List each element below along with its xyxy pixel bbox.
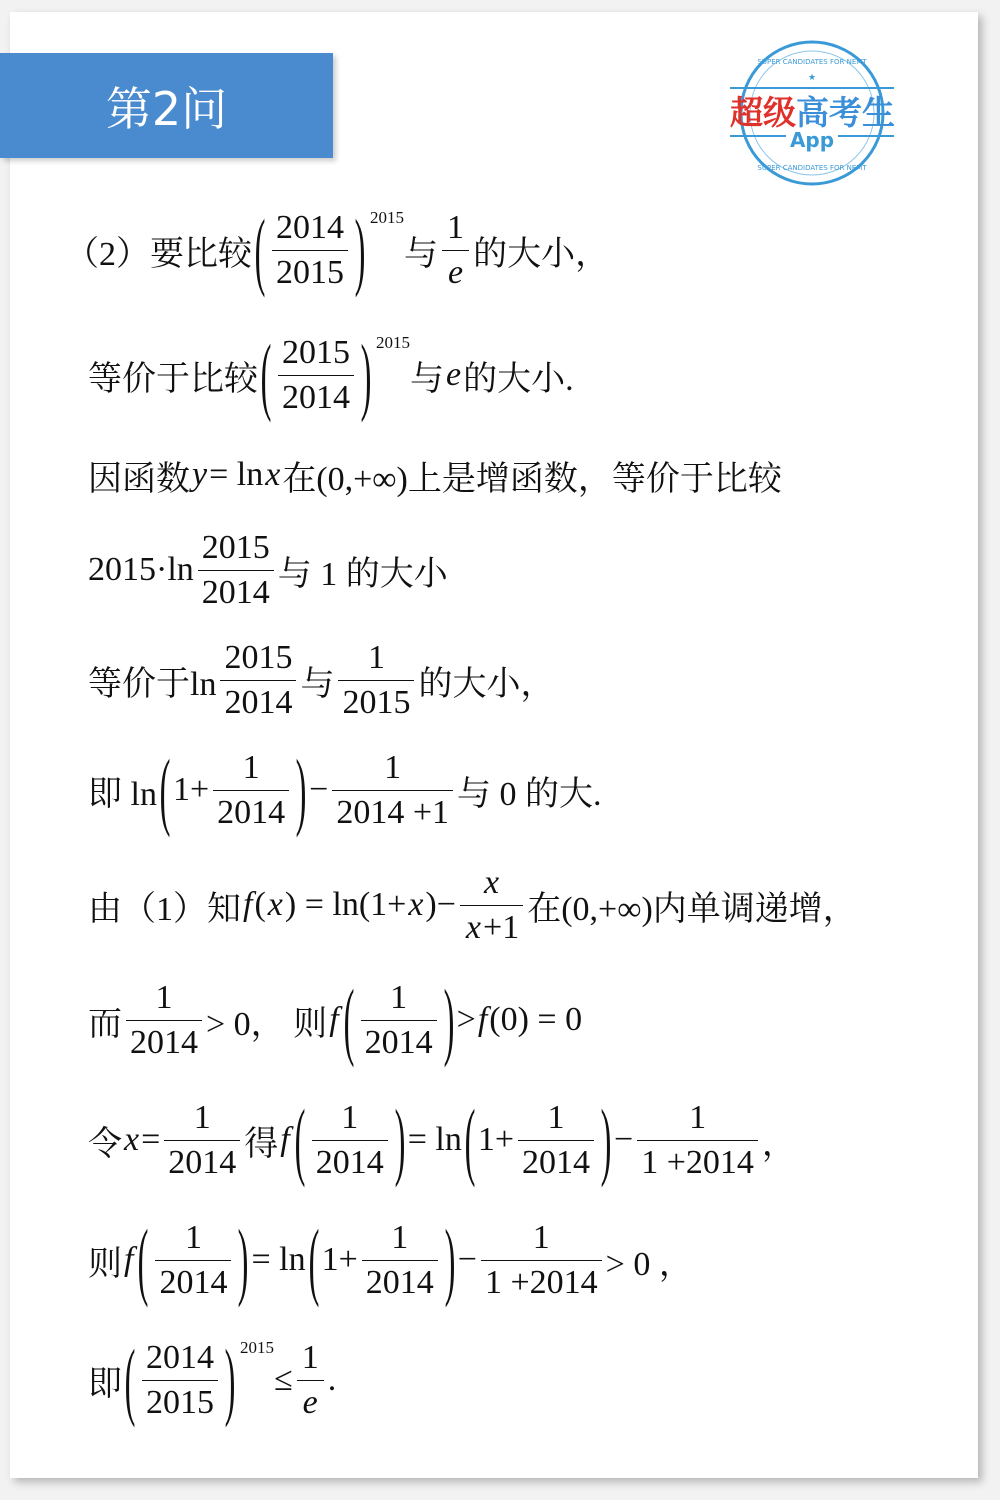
fraction bbox=[312, 1098, 388, 1181]
denominator bbox=[126, 1021, 202, 1062]
text-run: > bbox=[456, 1001, 476, 1038]
parenthesized-group bbox=[306, 1212, 458, 1308]
left-paren: ( bbox=[294, 1092, 306, 1188]
denominator bbox=[362, 1261, 438, 1302]
denominator bbox=[442, 251, 469, 292]
fraction bbox=[518, 1098, 594, 1181]
text-run: 令 bbox=[88, 1125, 122, 1163]
logo-bottom-text: SUPER CANDIDATES FOR NEMT bbox=[757, 164, 867, 172]
numerator bbox=[637, 1098, 758, 1140]
numerator bbox=[278, 333, 354, 375]
math-variable: f bbox=[477, 1001, 488, 1038]
right-paren: ) bbox=[443, 972, 455, 1068]
text-run: 2014 bbox=[282, 378, 350, 416]
text-run: 1 bbox=[367, 639, 385, 677]
solution-line bbox=[88, 515, 448, 625]
text-run: 2014 +1 bbox=[336, 793, 450, 831]
text-run: 即 ln bbox=[88, 775, 157, 813]
parenthesized-group bbox=[462, 1092, 614, 1188]
fraction bbox=[142, 1338, 218, 1421]
text-run: ， bbox=[761, 1125, 796, 1163]
text-run: = bbox=[141, 1121, 161, 1158]
numerator bbox=[213, 748, 289, 790]
math-variable: e bbox=[448, 253, 464, 291]
text-run: 2014 bbox=[224, 683, 293, 721]
right-paren: ) bbox=[224, 1332, 236, 1428]
math-variable: x bbox=[265, 456, 281, 493]
text-run: )− bbox=[425, 886, 456, 923]
text-run: 2015 bbox=[146, 1383, 214, 1421]
math-variable: x bbox=[124, 1121, 140, 1158]
text-run: 在(0,+∞)内单调递增， bbox=[527, 890, 857, 928]
text-run: 1+ bbox=[477, 1121, 515, 1158]
fraction bbox=[126, 978, 202, 1061]
solution-line bbox=[88, 965, 582, 1075]
numerator bbox=[442, 208, 469, 250]
text-run: 2014 bbox=[168, 1143, 237, 1181]
left-paren: ( bbox=[254, 202, 266, 298]
text-run: 1+ bbox=[172, 771, 210, 808]
text-run: 1 bbox=[341, 1099, 359, 1137]
parenthesized-group bbox=[135, 1212, 251, 1308]
numerator bbox=[338, 638, 414, 680]
denominator bbox=[460, 906, 523, 947]
text-run: 2015 bbox=[224, 639, 293, 677]
text-run: 2015 bbox=[276, 253, 344, 291]
fraction bbox=[213, 748, 289, 831]
text-run: 等价于ln bbox=[88, 665, 217, 703]
solution-line bbox=[88, 420, 782, 530]
text-run: = ln bbox=[407, 1121, 462, 1158]
text-run: 1 bbox=[155, 979, 173, 1017]
math-variable: y bbox=[192, 456, 208, 493]
text-run: 与 bbox=[410, 360, 444, 398]
math-variable: x bbox=[484, 864, 500, 902]
denominator bbox=[198, 571, 274, 612]
text-run: 2015 bbox=[342, 683, 411, 721]
exponent: 2015 bbox=[370, 208, 404, 228]
solution-line bbox=[88, 850, 857, 960]
text-run: 与 1 的大小 bbox=[277, 555, 448, 593]
text-run: 2014 bbox=[276, 209, 344, 247]
text-run: 2014 bbox=[146, 1339, 214, 1377]
denominator bbox=[220, 681, 296, 722]
fraction bbox=[338, 638, 414, 721]
text-run: 2015·ln bbox=[88, 551, 194, 588]
text-run: . bbox=[327, 1361, 337, 1398]
exponent: 2015 bbox=[376, 333, 410, 353]
numerator bbox=[220, 638, 296, 680]
denominator bbox=[361, 1021, 437, 1062]
text-run: 1 bbox=[384, 749, 402, 787]
fraction bbox=[220, 638, 296, 721]
denominator bbox=[481, 1261, 602, 1302]
right-paren: ) bbox=[444, 1212, 456, 1308]
question-banner bbox=[0, 53, 333, 158]
right-paren: ) bbox=[600, 1092, 612, 1188]
numerator bbox=[198, 528, 274, 570]
numerator bbox=[126, 978, 202, 1020]
text-run: (0) = 0 bbox=[489, 1001, 583, 1038]
solution-line bbox=[88, 1205, 693, 1315]
text-run: 而 bbox=[88, 1005, 122, 1043]
fraction bbox=[297, 1338, 324, 1421]
denominator bbox=[142, 1381, 218, 1422]
text-run: 在(0,+∞)上是增函数，等价于比较 bbox=[282, 460, 782, 498]
text-run: 得 bbox=[244, 1125, 279, 1163]
app-logo bbox=[726, 38, 898, 188]
math-variable: f bbox=[329, 1001, 339, 1038]
text-run: = ln bbox=[251, 1241, 306, 1278]
right-paren: ) bbox=[238, 1212, 249, 1308]
solution-line bbox=[65, 195, 609, 305]
fraction bbox=[278, 333, 354, 416]
text-run: 的大小， bbox=[418, 665, 555, 703]
math-variable: x bbox=[408, 886, 424, 923]
math-variable: e bbox=[446, 356, 462, 393]
text-run: 2014 bbox=[159, 1263, 228, 1301]
left-paren: ( bbox=[308, 1212, 319, 1308]
logo-top-text: SUPER CANDIDATES FOR NEMT bbox=[757, 58, 867, 66]
math-variable: x bbox=[465, 908, 482, 946]
text-run: 2014 bbox=[522, 1143, 591, 1181]
solution-line bbox=[88, 735, 602, 845]
denominator bbox=[272, 251, 348, 292]
fraction bbox=[332, 748, 453, 831]
fraction bbox=[637, 1098, 758, 1181]
denominator bbox=[164, 1141, 240, 1182]
left-paren: ( bbox=[260, 327, 272, 423]
right-paren: ) bbox=[360, 327, 372, 423]
text-run: − bbox=[614, 1121, 634, 1158]
banner-title: 第2问 bbox=[105, 81, 228, 136]
numerator bbox=[361, 978, 437, 1020]
math-variable: e bbox=[302, 1383, 318, 1421]
text-run: 2014 bbox=[201, 573, 270, 611]
text-run: > 0 ， bbox=[605, 1245, 693, 1283]
text-run: 2015 bbox=[282, 334, 350, 372]
numerator bbox=[481, 1218, 602, 1260]
fraction bbox=[481, 1218, 602, 1301]
text-run: − bbox=[309, 771, 329, 808]
text-run: 2014 bbox=[130, 1023, 198, 1061]
text-run: 1 bbox=[184, 1219, 202, 1257]
math-variable: f bbox=[124, 1241, 134, 1278]
text-run: 2014 bbox=[217, 793, 286, 831]
text-run: （2）要比较 bbox=[65, 235, 252, 273]
text-run: +1 bbox=[483, 908, 520, 946]
svg-text:★: ★ bbox=[807, 72, 817, 82]
solution-line bbox=[88, 320, 574, 430]
denominator bbox=[518, 1141, 594, 1182]
text-run: ≤ bbox=[274, 1361, 293, 1398]
left-paren: ( bbox=[159, 742, 171, 838]
numerator bbox=[332, 748, 453, 790]
text-run: − bbox=[457, 1241, 477, 1278]
denominator bbox=[312, 1141, 388, 1182]
text-run: 1 bbox=[242, 749, 260, 787]
denominator bbox=[278, 376, 354, 417]
fraction bbox=[442, 208, 469, 291]
text-run: 2014 bbox=[315, 1143, 384, 1181]
solution-line bbox=[88, 625, 554, 735]
math-variable: x bbox=[267, 886, 283, 923]
fraction bbox=[460, 863, 523, 946]
logo-app-text: App bbox=[789, 128, 835, 152]
numerator bbox=[272, 208, 348, 250]
math-variable: f bbox=[280, 1121, 290, 1158]
parenthesized-group bbox=[252, 202, 404, 298]
text-run: 1 bbox=[532, 1219, 550, 1257]
text-run: 由（1）知 bbox=[88, 890, 241, 928]
denominator bbox=[338, 681, 414, 722]
text-run: 1+ bbox=[321, 1241, 358, 1278]
right-paren: ) bbox=[394, 1092, 406, 1188]
text-run: 与 0 的大. bbox=[457, 775, 602, 813]
left-paren: ( bbox=[124, 1332, 136, 1428]
numerator bbox=[297, 1338, 324, 1380]
text-run: 2014 bbox=[364, 1023, 433, 1061]
left-paren: ( bbox=[138, 1212, 149, 1308]
text-run: 的大小， bbox=[473, 235, 610, 273]
text-run: 1 bbox=[193, 1099, 211, 1137]
right-paren: ) bbox=[295, 742, 307, 838]
right-paren: ) bbox=[354, 202, 366, 298]
parenthesized-group bbox=[292, 1092, 408, 1188]
solution-line bbox=[88, 1085, 796, 1195]
text-run: 1 bbox=[301, 1339, 319, 1377]
numerator bbox=[362, 1218, 438, 1260]
text-run: 因函数 bbox=[88, 460, 190, 498]
fraction bbox=[362, 1218, 438, 1301]
denominator bbox=[637, 1141, 758, 1182]
fraction bbox=[155, 1218, 231, 1301]
fraction bbox=[164, 1098, 240, 1181]
logo-red-text: 超级 bbox=[730, 93, 796, 132]
text-run: 与 bbox=[300, 665, 335, 703]
math-variable: f bbox=[243, 886, 253, 923]
denominator bbox=[297, 1381, 324, 1422]
fraction bbox=[361, 978, 437, 1061]
text-run: ) = ln(1+ bbox=[284, 886, 407, 923]
text-run: 1 +2014 bbox=[484, 1263, 598, 1301]
text-run: 1 bbox=[391, 1219, 409, 1257]
fraction bbox=[272, 208, 348, 291]
denominator bbox=[332, 791, 453, 832]
text-run: 1 bbox=[390, 979, 408, 1017]
parenthesized-group bbox=[122, 1332, 274, 1428]
parenthesized-group bbox=[157, 742, 309, 838]
numerator bbox=[164, 1098, 240, 1140]
parenthesized-group bbox=[258, 327, 410, 423]
numerator bbox=[142, 1338, 218, 1380]
text-run: 2015 bbox=[201, 529, 270, 567]
numerator bbox=[518, 1098, 594, 1140]
exponent: 2015 bbox=[240, 1338, 274, 1358]
solution-line bbox=[88, 1325, 336, 1435]
text-run: > 0， 则 bbox=[206, 1005, 328, 1043]
text-run: 则 bbox=[88, 1245, 122, 1283]
text-run: 1 bbox=[447, 209, 465, 247]
text-run: ( bbox=[254, 886, 266, 923]
text-run: 即 bbox=[88, 1365, 122, 1403]
text-run: 1 bbox=[689, 1099, 707, 1137]
numerator bbox=[312, 1098, 388, 1140]
numerator bbox=[460, 863, 523, 905]
text-run: = ln bbox=[209, 456, 264, 493]
left-paren: ( bbox=[464, 1092, 476, 1188]
parenthesized-group bbox=[341, 972, 457, 1068]
denominator bbox=[213, 791, 289, 832]
logo-blue-text: 高考生 bbox=[796, 93, 895, 132]
text-run: 等价于比较 bbox=[88, 360, 258, 398]
text-run: 2014 bbox=[365, 1263, 434, 1301]
left-paren: ( bbox=[343, 972, 355, 1068]
text-run: 的大小. bbox=[463, 360, 574, 398]
numerator bbox=[155, 1218, 231, 1260]
text-run: 1 +2014 bbox=[641, 1143, 754, 1181]
fraction bbox=[198, 528, 274, 611]
text-run: 与 bbox=[404, 235, 438, 273]
text-run: 1 bbox=[547, 1099, 565, 1137]
denominator bbox=[155, 1261, 231, 1302]
